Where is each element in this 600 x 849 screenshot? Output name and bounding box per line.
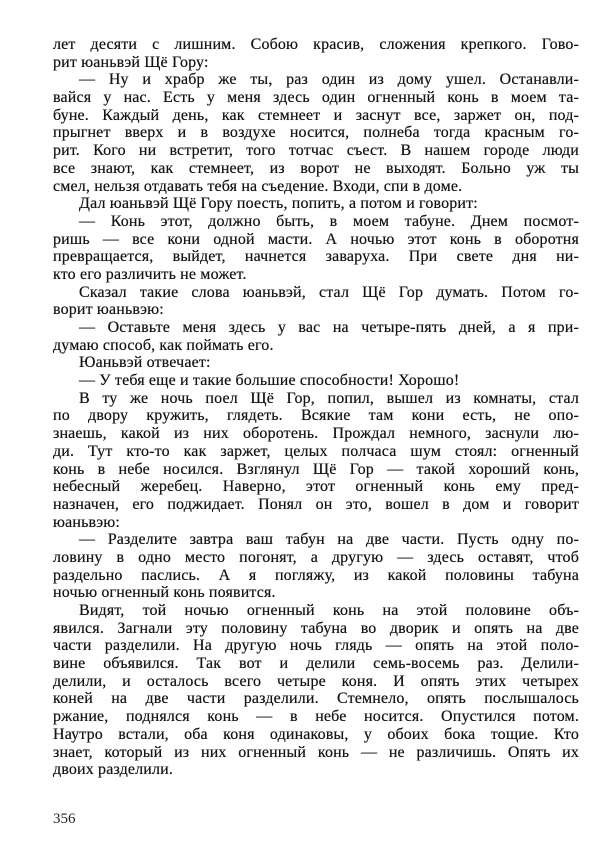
text-line: ришь — все кони одной масти. А ночью этот конь в оборотня <box>53 230 579 248</box>
text-line: юаньвэю: <box>53 513 120 531</box>
page-body-text <box>53 36 579 779</box>
text-line: В ту же ночь поел Щё Гор, попил, вышел из комнаты, стал <box>79 389 579 407</box>
text-line: Дал юаньвэй Щё Гору поесть, попить, а потом и говорит: <box>79 195 478 213</box>
text-line: знаешь, какой из них оборотень. Прождал немного, заснули лю- <box>53 425 579 443</box>
text-line: двоих разделили. <box>53 761 174 779</box>
text-line: Видят, той ночью огненный конь на этой половине объ- <box>79 602 579 619</box>
text-line: делили, и осталось всего четыре коня. И опять этих четырех <box>53 672 579 690</box>
text-line: смел, нельзя отдавать тебя на съедение. Входи, спи в доме. <box>53 177 463 195</box>
text-line: части разделили. На другую ночь глядь — опять на этой поло- <box>53 637 579 655</box>
text-line: вайся у нас. Есть у меня здесь один огненный конь в моем та- <box>53 89 579 107</box>
text-line: рит. Кого ни встретит, того тотчас съест. В нашем городе люди <box>53 142 579 160</box>
text-line: ловину в одно место погонят, а другую — здесь оставят, чтоб <box>53 548 579 566</box>
text-line: знает, который из них огненный конь — не различишь. Опять их <box>53 743 579 761</box>
page-number: 356 <box>53 811 76 827</box>
text-line: ржание, поднялся конь — в небе носится. Опустился потом. <box>53 708 579 726</box>
text-line: ворит юаньвэю: <box>53 301 164 319</box>
text-line: вине объявился. Так вот и делили семь-восемь раз. Делили- <box>53 655 579 673</box>
text-line: — Конь этот, должно быть, в моем табуне. Днем посмот- <box>79 212 579 230</box>
text-line: ди. Тут кто-то как заржет, целых полчаса шум стоял: огненный <box>53 442 579 460</box>
text-line: Сказал такие слова юаньвэй, стал Щё Гор думать. Потом го- <box>79 283 579 301</box>
text-line: кто его различить не может. <box>53 265 247 283</box>
text-line: — У тебя еще и такие большие способности! Хорошо! <box>79 372 460 390</box>
text-line: лет десяти с лишним. Собою красив, сложения крепкого. Гово- <box>53 36 579 53</box>
text-line: Юаньвэй отвечает: <box>79 354 211 372</box>
text-line: думаю способ, как поймать его. <box>53 336 274 354</box>
text-line: явился. Загнали эту половину табуна во дворик и опять на две <box>53 619 579 637</box>
text-line: небесный жеребец. Наверно, этот огненный конь ему пред- <box>53 478 579 496</box>
text-line: Наутро встали, оба коня одинаковы, у обоих бока тощие. Кто <box>53 725 579 743</box>
text-line: рит юаньвэй Щё Гору: <box>53 53 209 71</box>
text-line: раздельно паслись. А я погляжу, из какой половины табуна <box>53 566 579 584</box>
text-line: конь в небе носился. Взглянул Щё Гор — такой хороший конь, <box>53 460 579 478</box>
text-line: прыгнет вверх и в воздухе носится, полнеба тогда красным го- <box>53 124 579 142</box>
text-line: по двору кружить, глядеть. Всякие там кони есть, не опо- <box>53 407 579 425</box>
text-line: — Ну и храбр же ты, раз один из дому ушел. Останавли- <box>79 71 579 89</box>
text-line: — Разделите завтра ваш табун на две части. Пусть одну по- <box>79 531 579 549</box>
text-line: буне. Каждый день, как стемнеет и заснут все, заржет он, под- <box>53 106 579 124</box>
text-line: превращается, выйдет, начнется заваруха. При свете дня ни- <box>53 248 579 266</box>
text-line: все знают, как стемнеет, из ворот не выходят. Больно уж ты <box>53 159 579 177</box>
text-line: назначен, его поджидает. Понял он это, вошел в дом и говорит <box>53 495 579 513</box>
text-line: ночью огненный конь появится. <box>53 584 276 602</box>
text-line: — Оставьте меня здесь у вас на четыре-пять дней, а я при- <box>79 319 579 336</box>
text-line: коней на две части разделили. Стемнело, опять послышалось <box>53 690 579 708</box>
